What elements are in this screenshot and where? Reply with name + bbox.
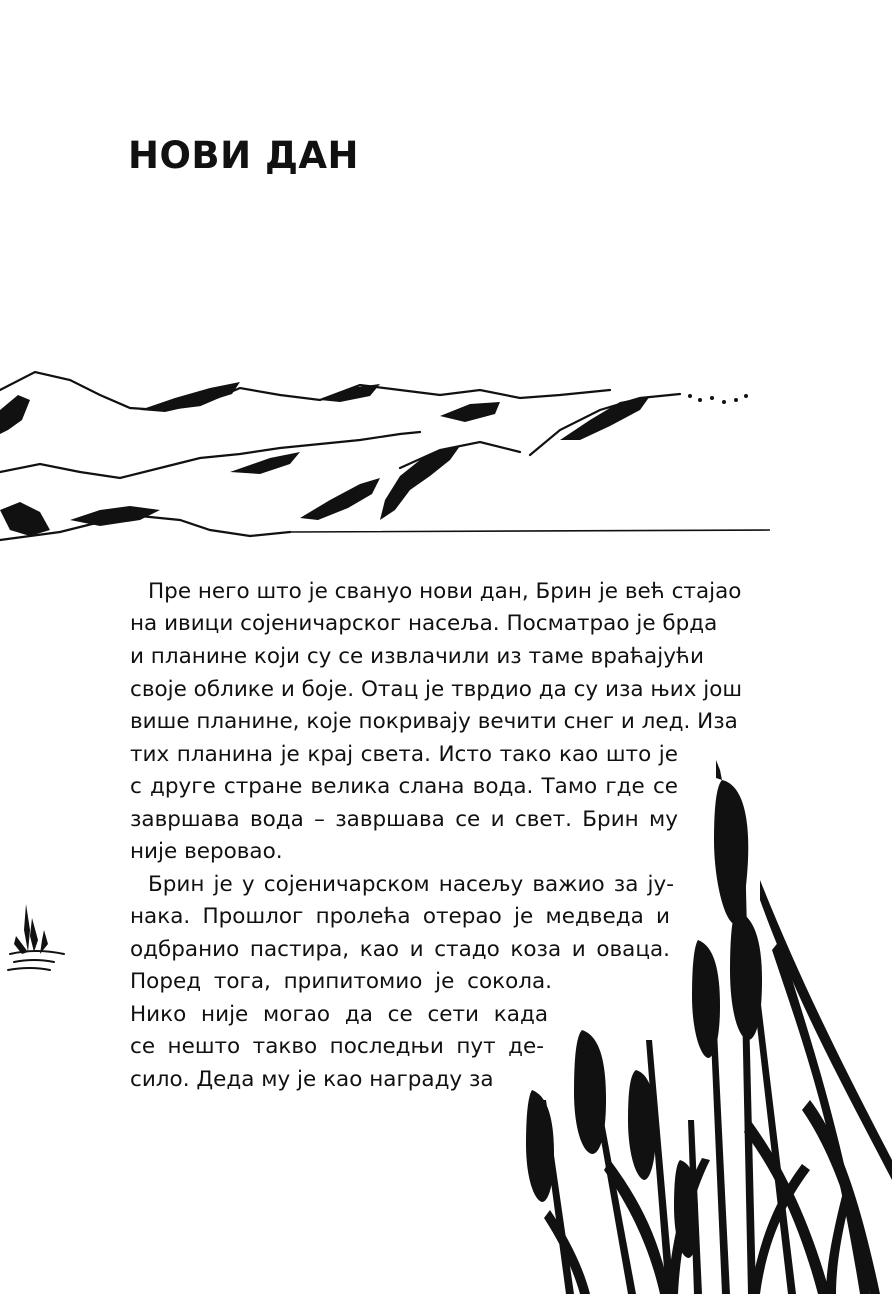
cattails-illustration <box>510 740 892 1294</box>
text-line: Нико није могао да се сети када <box>130 1002 548 1027</box>
text-line: Брин је у сојеничарском насељу важио за ју- <box>148 872 674 897</box>
chapter-title: НОВИ ДАН <box>128 134 360 177</box>
text-line: се нешто такво последњи пут де- <box>130 1034 544 1059</box>
text-line: своје облике и боје. Отац је тврдио да су иза њих још <box>130 677 743 702</box>
mountains-illustration <box>0 360 770 550</box>
text-line: с друге стране велика слана вода. Тамо где се <box>130 774 678 799</box>
text-line: и планине који су се извлачили из таме враћајући <box>130 644 704 669</box>
small-reed-illustration <box>4 900 70 980</box>
text-line: сило. Деда му је као награду за <box>130 1067 494 1092</box>
text-line: завршава вода – завршава се и свет. Брин му <box>130 807 678 832</box>
text-line: одбранио пастира, као и стадо коза и оваца. <box>130 937 670 962</box>
text-line: на ивици сојеничарског насеља. Посматрао је брда <box>130 611 718 636</box>
text-line: више планине, које покривају вечити снег и лед. Иза <box>130 709 738 734</box>
text-line: Пре него што је свануо нови дан, Брин је већ стајао <box>148 579 742 604</box>
text-line: није веровао. <box>130 839 283 864</box>
text-line: нака. Прошлог пролећа отерао је медведа и <box>130 904 670 929</box>
text-line: тих планина је крај света. Исто тако као што је <box>130 742 678 767</box>
text-line: Поред тога, припитомио је сокола. <box>130 969 552 994</box>
